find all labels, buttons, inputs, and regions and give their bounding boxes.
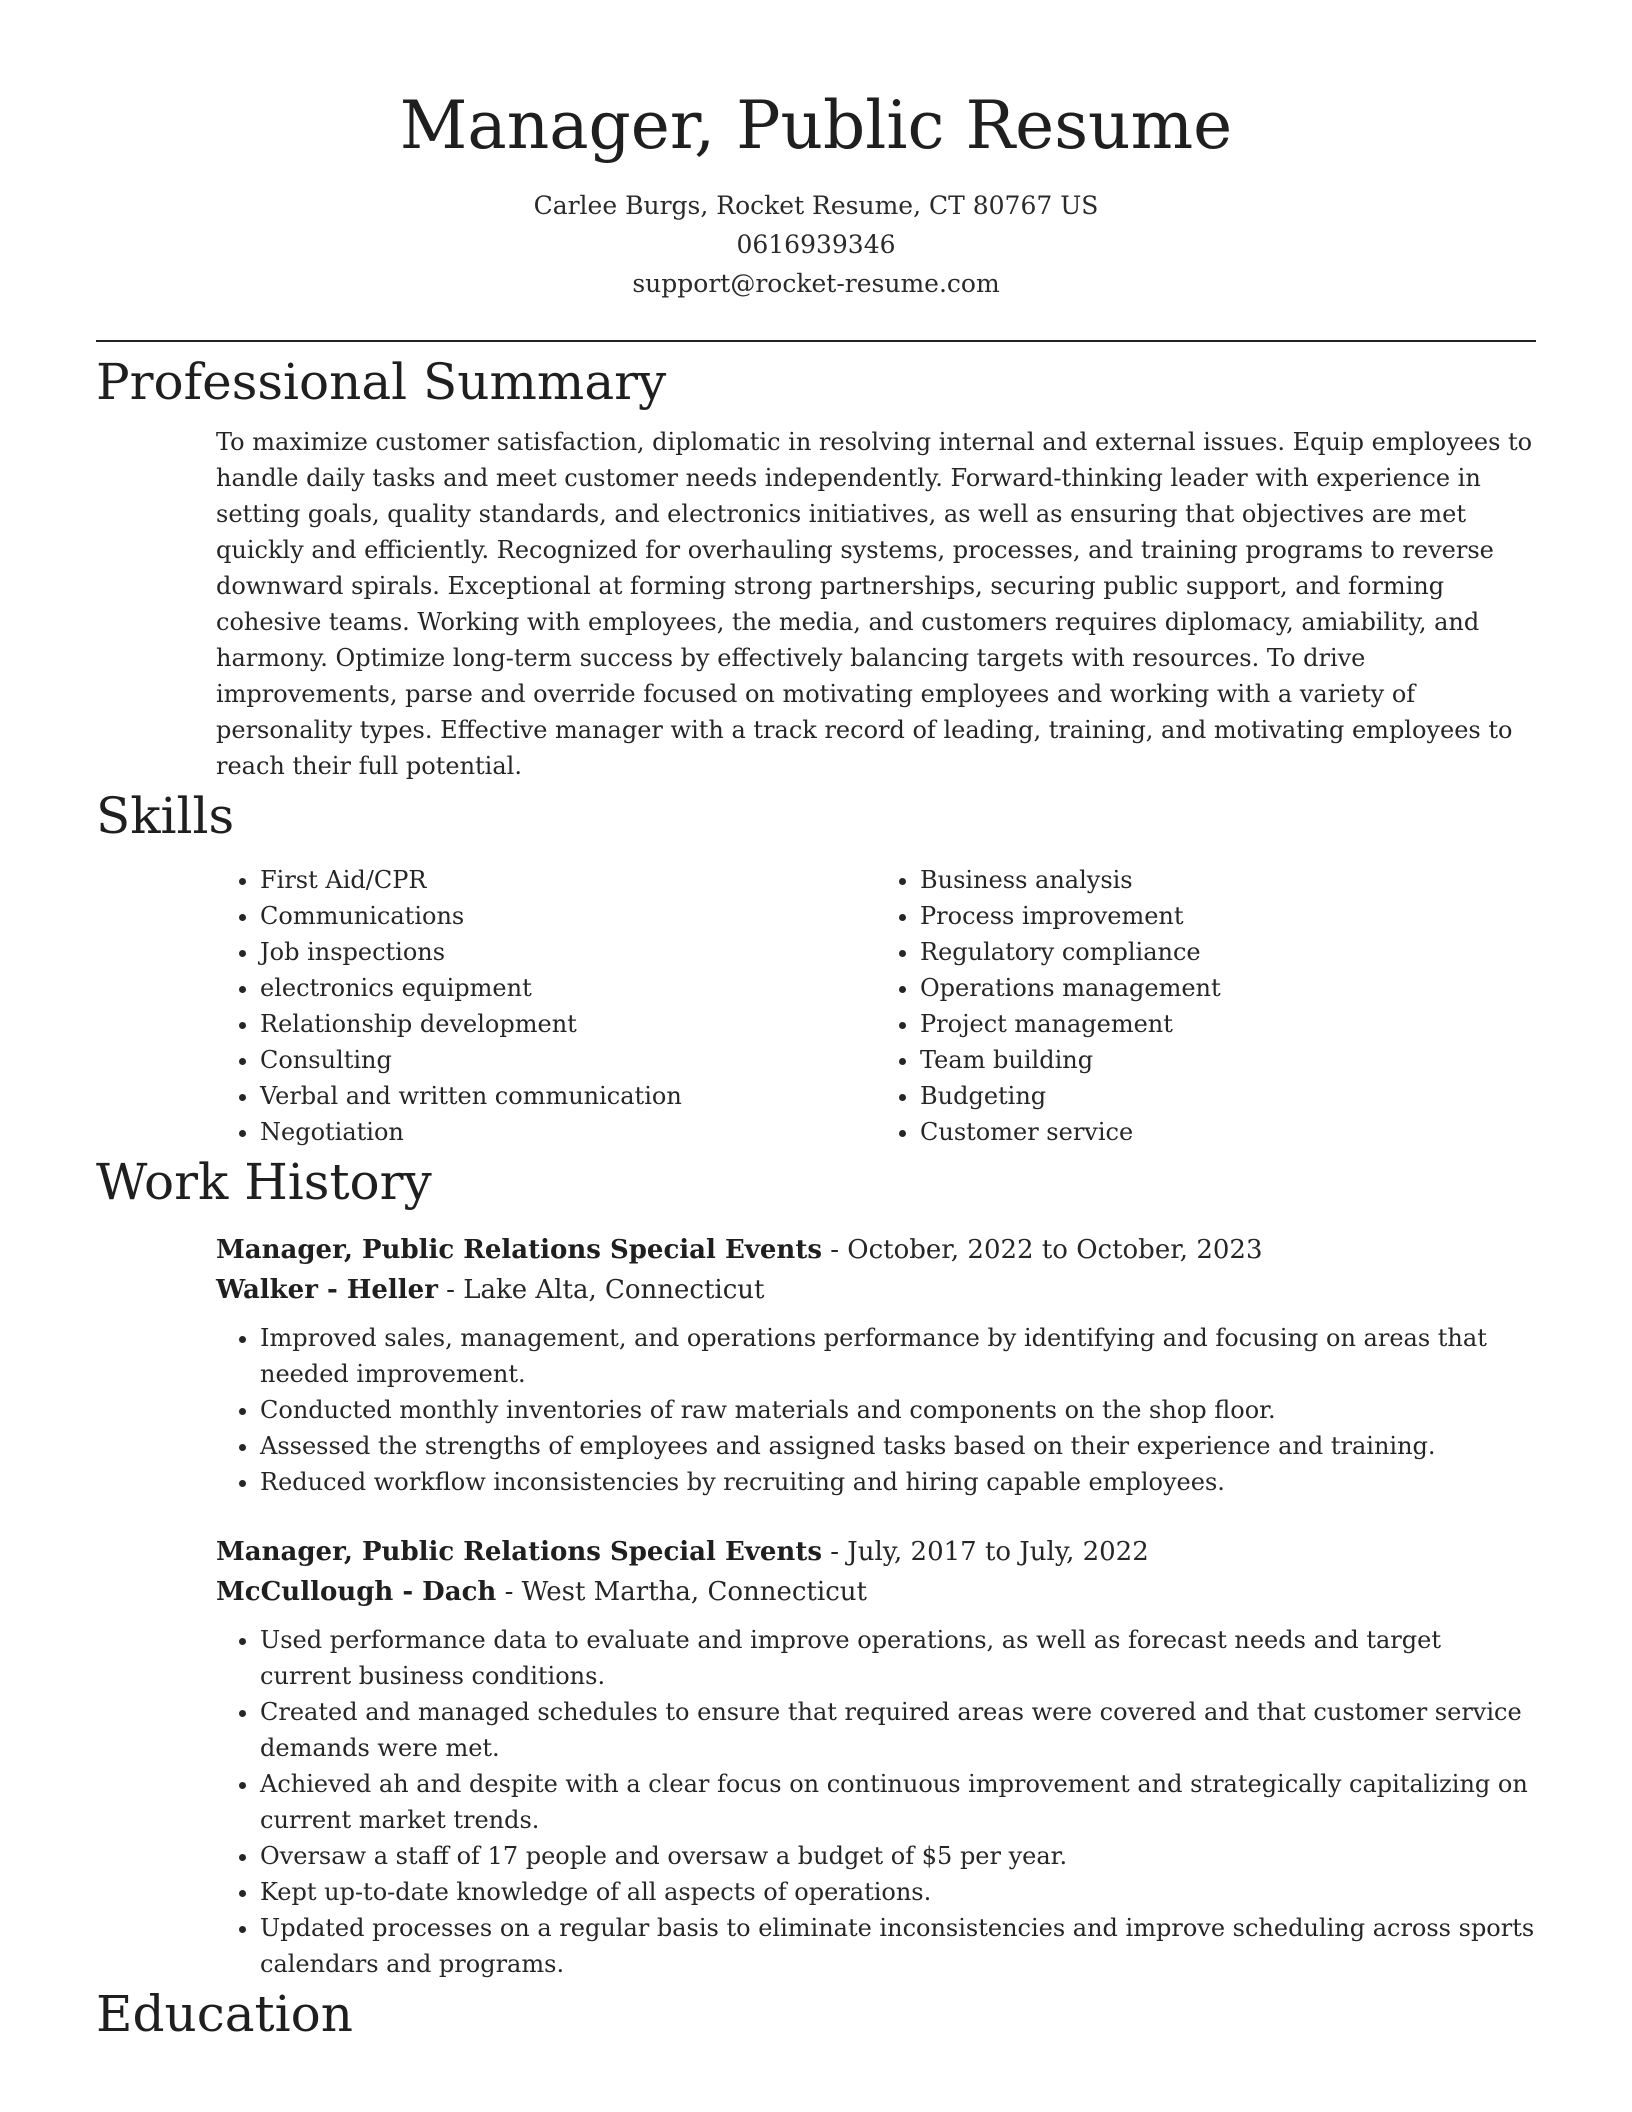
job-employer: Walker - Heller (216, 1275, 438, 1305)
job-title: Manager, Public Relations Special Events (216, 1235, 822, 1265)
job-bullet: • Achieved ah and despite with a clear focus on continuous improvement and strategically capitalizing on current market trends. (260, 1766, 1536, 1838)
job-location: - Lake Alta, Connecticut (437, 1275, 765, 1305)
job-bullet: • Improved sales, management, and operations performance by identifying and focusing on areas that needed improvement. (260, 1320, 1536, 1392)
job-bullet: • Kept up-to-date knowledge of all aspects of operations. (260, 1874, 1536, 1910)
skill-item: • Consulting (260, 1042, 876, 1078)
skills-heading: Skills (96, 787, 235, 845)
skill-item: • Project management (920, 1006, 1536, 1042)
skill-item: • First Aid/CPR (260, 862, 876, 898)
skills-grid (216, 862, 1536, 1150)
skills-column-left (216, 862, 876, 1150)
job-bullet: • Used performance data to evaluate and improve operations, as well as forecast needs and target current business conditions. (260, 1622, 1536, 1694)
skill-item: • Operations management (920, 970, 1536, 1006)
skill-item: • Verbal and written communication (260, 1078, 876, 1114)
job-title-line (216, 1532, 1536, 1572)
job-title: Manager, Public Relations Special Events (216, 1537, 822, 1567)
resume-page (96, 0, 1536, 2046)
job-employer-line (216, 1270, 1536, 1310)
contact-block (96, 186, 1536, 303)
contact-phone: 0616939346 (736, 230, 896, 259)
skill-item: • electronics equipment (260, 970, 876, 1006)
job-bullet: • Reduced workflow inconsistencies by recruiting and hiring capable employees. (260, 1464, 1536, 1500)
skills-column-right (876, 862, 1536, 1150)
job-bullet: • Conducted monthly inventories of raw materials and components on the shop floor. (260, 1392, 1536, 1428)
header-divider (96, 340, 1536, 342)
job-employer-line (216, 1572, 1536, 1612)
job-title-line (216, 1230, 1536, 1270)
work-history-heading: Work History (96, 1153, 432, 1211)
job-location: - West Martha, Connecticut (496, 1577, 867, 1607)
skill-item: • Negotiation (260, 1114, 876, 1150)
job-dates: - July, 2017 to July, 2022 (821, 1537, 1149, 1567)
resume-header (96, 0, 1536, 303)
job-entry (216, 1532, 1536, 1982)
education-heading: Education (96, 1985, 353, 2043)
skill-item: • Job inspections (260, 934, 876, 970)
job-bullet: • Updated processes on a regular basis to eliminate inconsistencies and improve scheduling across sports calendars and programs. (260, 1910, 1536, 1982)
skill-item: • Customer service (920, 1114, 1536, 1150)
resume-title: Manager, Public Resume (399, 87, 1233, 164)
skill-item: • Relationship development (260, 1006, 876, 1042)
job-employer: McCullough - Dach (216, 1577, 497, 1607)
skill-item: • Process improvement (920, 898, 1536, 934)
job-bullet: • Oversaw a staff of 17 people and oversaw a budget of $5 per year. (260, 1838, 1536, 1874)
summary-heading: Professional Summary (96, 353, 667, 411)
skill-item: • Business analysis (920, 862, 1536, 898)
contact-address: Carlee Burgs, Rocket Resume, CT 80767 US (533, 191, 1099, 220)
summary-text: To maximize customer satisfaction, diplomatic in resolving internal and external issues. Equip employees to handle daily tasks and meet customer needs independently. Forward-thinking leader with experience in setting goals, quality standards, and electronics initiatives, as well as ensuring that objectives are met quickly and efficiently. Recognized for overhauling systems, processes, and training programs to reverse downward spirals. Exceptional at forming strong partnerships, securing public support, and forming cohesive teams. Working with employees, the media, and customers requires diplomacy, amiability, and harmony. Optimize long-term success by effectively balancing targets with resources. To drive improvements, parse and override focused on motivating employees and working with a variety of personality types. Effective manager with a track record of leading, training, and motivating employees to reach their full potential. (216, 428, 1533, 780)
skill-item: • Team building (920, 1042, 1536, 1078)
skill-item: • Regulatory compliance (920, 934, 1536, 970)
job-dates: - October, 2022 to October, 2023 (821, 1235, 1263, 1265)
job-bullets (216, 1622, 1536, 1982)
contact-email: support@rocket-resume.com (632, 269, 1000, 298)
job-bullets (216, 1320, 1536, 1500)
skill-item: • Budgeting (920, 1078, 1536, 1114)
skill-item: • Communications (260, 898, 876, 934)
job-entry (216, 1230, 1536, 1500)
job-bullet: • Assessed the strengths of employees and assigned tasks based on their experience and training. (260, 1428, 1536, 1464)
job-bullet: • Created and managed schedules to ensure that required areas were covered and that customer service demands were met. (260, 1694, 1536, 1766)
